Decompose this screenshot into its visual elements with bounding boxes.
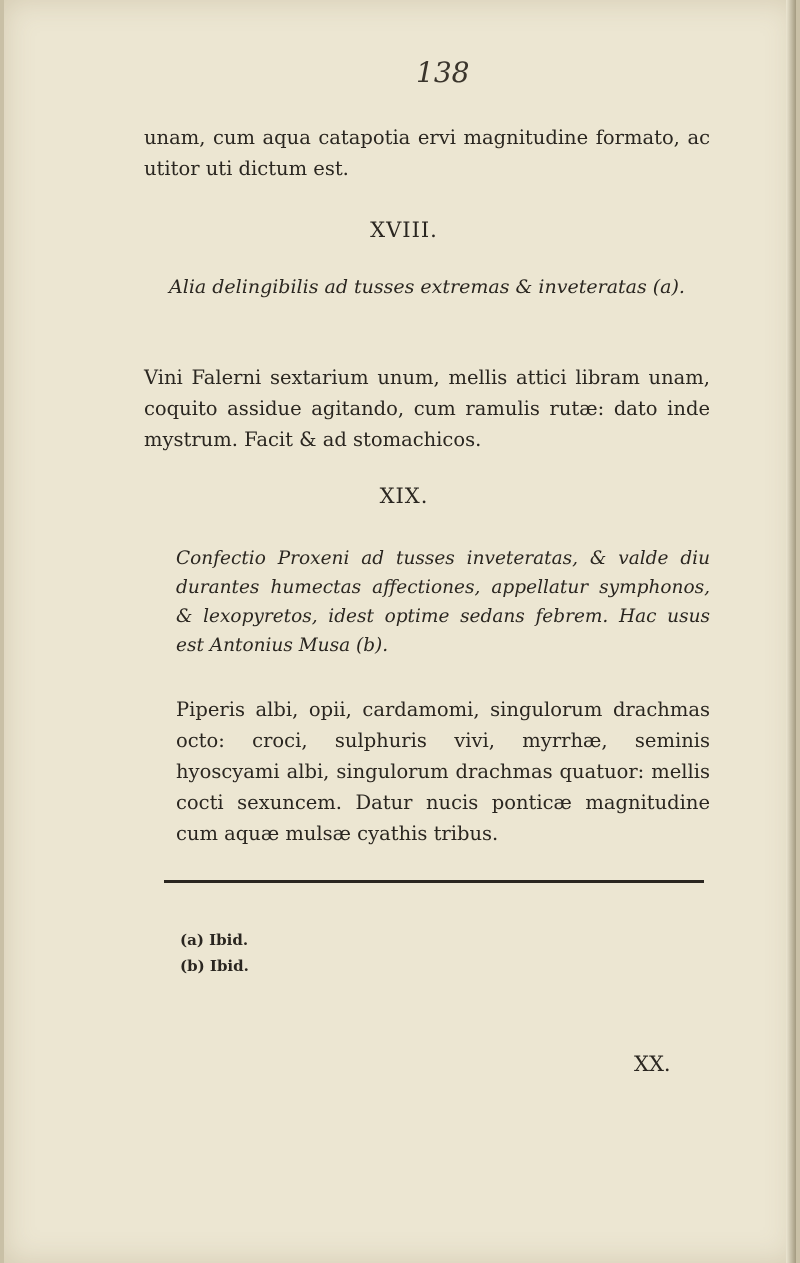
footnote-text: Ibid. [209,931,249,949]
page-number: 138 [416,56,470,89]
section-heading-xviii: XVIII. [370,218,438,242]
footnote-text: Ibid. [209,957,249,975]
page-spine-shadow [786,0,796,1263]
footnote-a [180,930,248,950]
paragraph-recipe-xix: Piperis albi, opii, cardamomi, singulorum drachmas octo: croci, sulphuris vivi, myrrhæ, seminis hyoscyami albi, singulorum drachmas quatuor: mellis cocti sexuncem. Datur nucis ponticæ magnitudine cum aquæ mulsæ cyathis tribus. [176,698,710,845]
footnote-b [180,956,249,976]
paragraph-continuation: unam, cum aqua catapotia ervi magnitudine formato, ac utitor uti dictum est. [144,126,710,180]
catchword: XX. [634,1052,671,1076]
book-page [4,0,796,1263]
footnote-mark: (a) [180,931,204,949]
section-subtitle-xviii: Alia delingibilis ad tusses extremas & inveteratas (a). [169,276,685,298]
section-heading-xix: XIX. [379,484,429,508]
footnote-mark: (b) [180,957,205,975]
section-subtitle-xix: Confectio Proxeni ad tusses inveteratas, & valde diu durantes humectas affectiones, appellatur symphonos, & lexopyretos, idest optime sedans febrem. Hac usus est Antonius Musa (b). [176,548,710,656]
footnote-divider [164,880,704,883]
paragraph-recipe-xviii: Vini Falerni sextarium unum, mellis attici libram unam, coquito assidue agitando, cum ramulis rutæ: dato inde mystrum. Facit & ad stomachicos. [144,366,710,451]
